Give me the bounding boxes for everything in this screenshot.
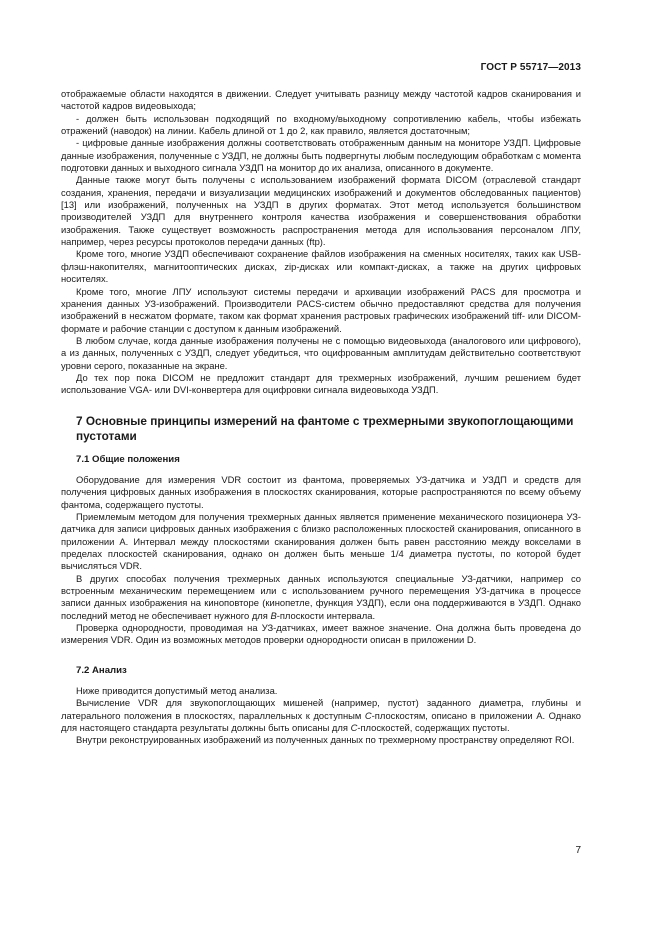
text-run: Вычисление VDR для звукопоглощающих мишеней (например, пустот) заданного диаметра, глубины и латерального положения в плоскостях, параллельных к доступным bbox=[61, 697, 581, 721]
paragraph: В любом случае, когда данные изображения получены не с помощью видеовыхода (аналогового или цифрового), а из данных, полученных с УЗДП, следует убедиться, что оцифрованным амплитудам действительно соответствуют уровни серого, показанные на экране. bbox=[61, 334, 581, 371]
text-run: -плоскостям, описано в приложении А. Однако для настоящего стандарта результаты должны быть описаны для bbox=[61, 709, 581, 734]
paragraph: До тех пор пока DICOM не предложит стандарт для трехмерных изображений, лучшим решением будет использование VGA- или DVI-конвертера для оцифровки сигнала видеовыхода УЗДП. bbox=[61, 371, 581, 396]
list-item: - должен быть использован подходящий по входному/выходному сопротивлению кабель, чтобы избежать отражений (наводок) на линии. Кабель длиной от 1 до 2, как правило, является достаточным; bbox=[61, 112, 581, 137]
paragraph: Приемлемым методом для получения трехмерных данных является применение механического позиционера УЗ-датчика для записи цифровых данных изображения с близко расположенных плоскостей сканирования, описанного в приложении А. Интервал между плоскостями сканирования должен быть равен расстоянию между вокселами в пределах плоскостей сканирования, однако он должен быть меньше 1/4 диаметра пустоты, по которой будет вычисляться VDR. bbox=[61, 510, 581, 572]
page-number: 7 bbox=[575, 845, 581, 856]
subsection-heading: 7.2 Анализ bbox=[76, 664, 127, 676]
text-run: -плоскости интервала. bbox=[276, 609, 376, 621]
list-item: - цифровые данные изображения должны соответствовать отображенным данным на мониторе УЗДП. Цифровые данные изображения, полученные с УЗДП, не должны быть подвергнуты любым последующим обработкам с момента подготовки данных и выходного сигнала УЗДП на монитор до их анализа, описанного в документе. bbox=[61, 137, 581, 174]
paragraph: Кроме того, многие УЗДП обеспечивают сохранение файлов изображения на сменных носителях, таких как USB-флэш-накопителях, магнитооптических дисках, zip-дисках или компакт-дисках, а также на других цифровых носителях. bbox=[61, 248, 581, 285]
section-heading: 7 Основные принципы измерений на фантоме с трехмерными звукопоглощающими пустотами bbox=[76, 413, 574, 443]
text-run: В других способах получения трехмерных данных используются специальные УЗ-датчики, например со встроенным механическим перемещением или с использованием ручного перемещения УЗ-датчика в процессе записи данных изображения на киноповторе (кинопетле, функция УЗДП), если она поддерживаются в УЗДП. Однако последний метод не обеспечивает нужного для bbox=[61, 572, 581, 621]
paragraph: Оборудование для измерения VDR состоит из фантома, проверяемых УЗ-датчика и УЗДП и средств для получения цифровых данных изображения в плоскостях сканирования, которые распространяются по всему объему фантома, содержащего пустоты. bbox=[61, 473, 581, 510]
paragraph: Данные также могут быть получены с использованием изображений формата DICOM (отраслевой стандарт создания, хранения, передачи и визуализации медицинских изображений и документов обследованных пациентов) [13] или изображений, полученных на УЗДП в других форматах. Этот метод используется большинством производителей УЗДП для внутреннего контроля качества изображения и совершенствования обработки изображения. Также существует возможность распространения метода для использования персоналом ЛПУ, например, через ресурсы протоколов передачи данных (ftp). bbox=[61, 174, 581, 248]
page-body bbox=[61, 88, 581, 747]
document-header: ГОСТ Р 55717—2013 bbox=[480, 62, 581, 73]
paragraph: Проверка однородности, проводимая на УЗ-датчиках, имеет важное значение. Она должна быть проведена до измерения VDR. Один из возможных методов проверки однородности описан в приложении D. bbox=[61, 622, 581, 646]
paragraph bbox=[61, 573, 581, 622]
paragraph: Внутри реконструированных изображений из полученных данных по трехмерному пространству определяют ROI. bbox=[76, 734, 575, 746]
paragraph: Кроме того, многие ЛПУ используют системы передачи и архивации изображений PACS для просмотра и хранения данных УЗ-изображений. Производители PACS-систем обычно предоставляют средства для получения изображений в несжатом формате, таком как формат хранения растровых графических изображений tiff- или DICOM-формате и рабочие станции с доступом к данным изображений. bbox=[61, 285, 581, 334]
paragraph bbox=[61, 697, 581, 734]
paragraph: Ниже приводится допустимый метод анализа. bbox=[76, 685, 278, 697]
plane-letter: C bbox=[350, 722, 358, 734]
subsection-heading: 7.1 Общие положения bbox=[76, 453, 180, 465]
plane-letter: C bbox=[364, 709, 372, 721]
text-run: -плоскостей, содержащих пустоты. bbox=[357, 722, 510, 734]
paragraph: отображаемые области находятся в движении. Следует учитывать разницу между частотой кадров сканирования и частотой кадров видеовыхода; bbox=[61, 88, 581, 112]
plane-letter: B bbox=[270, 609, 277, 621]
